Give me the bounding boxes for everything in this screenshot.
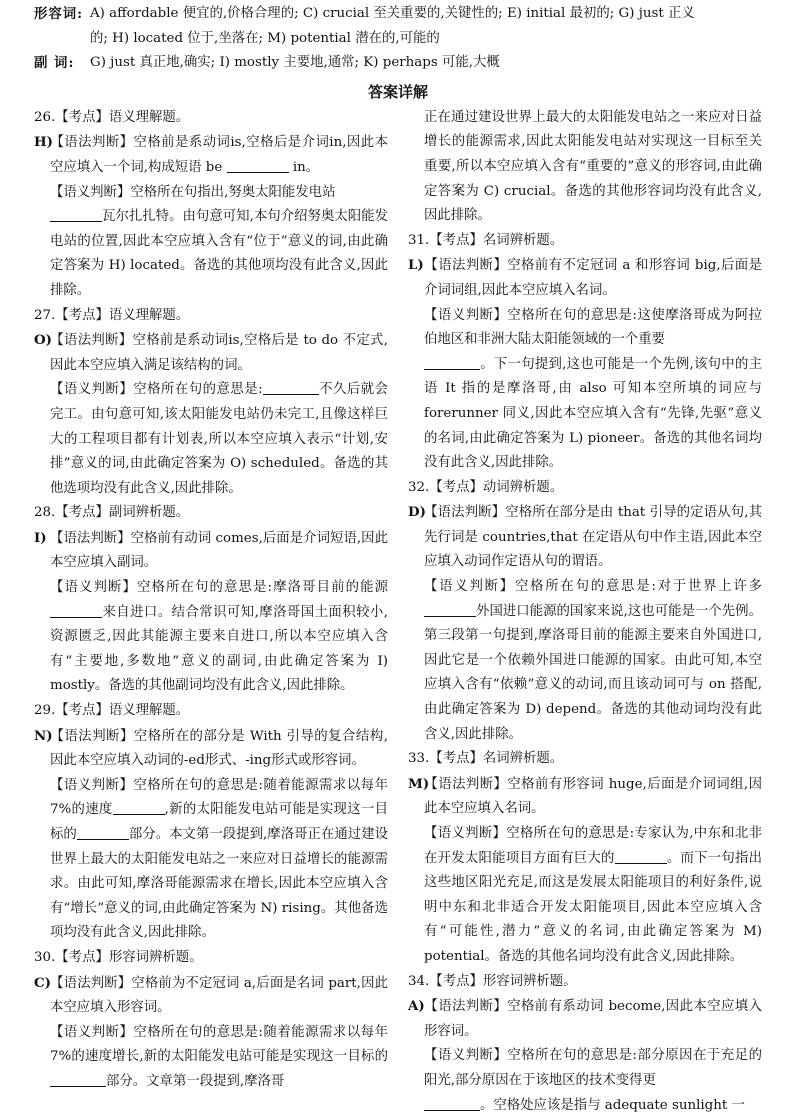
q29-body: N)【语法判断】空格所在的部分是 With 引导的复合结构,因此本空应填入动词的-ed形式、-ing形式或形容词。 【语义判断】空格所在句的意思是:随着能源需求以每年7%的速度 ,新的太阳能发电站可能是实现这一目标的 部分。本文第一段提到,摩洛哥正在通过建设世界上最大的太阳能发电站之一来应对日益增长的能源需求。由此可知,摩洛哥能源需求在增长,因此本空应填入含有“增长”意义的词,由此确定答案为 N) rising。其他备选项均没有此含义,因此排除。 [34,724,388,946]
q32-heading: 32.【考点】动词辨析题。 [408,479,564,495]
blank [424,1096,480,1111]
vocabulary-list [34,2,762,76]
q26-grammar: 【语法判断】空格前是系动词is,空格后是介词in,因此本空应填入一个词,构成短语 be [50,135,388,175]
q29-semantic: 【语义判断】空格所在句的意思是:随着能源需求以每年7%的速度 [50,777,388,818]
q32-answer: D) [408,504,426,521]
q28-grammar: 【语法判断】空格前有动词 comes,后面是介词短语,因此本空应填入副词。 [50,530,388,571]
q27-grammar: 【语法判断】空格前是系动词is,空格后是 to do 不定式,因此本空应填入满足该结构的词。 [50,333,388,373]
q26-semantic: 【语义判断】空格所在句指出,努奥太阳能发电站 [50,184,336,200]
q34-answer: A) [408,998,425,1015]
q32-grammar: 【语法判断】空格所在部分是由 that 引导的定语从句,其先行词是 countries,that 在定语从句中作主语,因此本空应填入动词作定语从句的谓语。 [424,505,762,570]
q30-body: C)【语法判断】空格前为不定冠词 a,后面是名词 part,因此本空应填入形容词。 【语义判断】空格所在句的意思是:随着能源需求以每年7%的速度增长,新的太阳能发电站可能是实现这一目标的部分。文章第一段提到,摩洛哥 [34,971,388,1095]
blank [424,355,480,370]
adverb-line: G) just 真正地,确实; I) mostly 主要地,通常; K) perhaps 可能,大概 [90,55,500,71]
blank [77,825,129,840]
q29-answer: N) [34,727,53,744]
blank [50,603,102,618]
q26-answer: H) [34,134,53,151]
q30-heading: 30.【考点】形容词辨析题。 [34,949,203,965]
q26-heading: 26.【考点】语义理解题。 [34,109,190,125]
adjective-row [34,2,762,51]
q30-grammar: 【语法判断】空格前为不定冠词 a,后面是名词 part,因此本空应填入形容词。 [50,975,388,1016]
adjective-line-1: A) affordable 便宜的,价格合理的; C) crucial 至关重要的,关键性的; E) initial 最初的; G) just 正义 [90,6,695,21]
q27-heading: 27.【考点】语义理解题。 [34,307,190,323]
blank [50,207,102,222]
blank [50,1072,106,1087]
q33-grammar: 【语法判断】空格前有形容词 huge,后面是介词词组,因此本空应填入名词。 [424,776,762,817]
q30-answer: C) [34,974,51,991]
adjective-line-2: 的; H) located 位于,坐落在; M) potential 潜在的,可能的 [90,30,440,46]
blank [263,380,319,395]
q32-semantic: 【语义判断】空格所在句的意思是:对于世界上许多 [424,579,762,595]
q31-body: L)【语法判断】空格前有不定冠词 a 和形容词 big,后面是介词词组,因此本空应填入名词。 【语义判断】空格所在句的意思是:这使摩洛哥成为阿拉伯地区和非洲大陆太阳能领域的一个重要 。下一句提到,这也可能是一个先例,该句中的主语 It 指的是摩洛哥,由 also 可知本空所填的词应与 forerunner 同义,因此本空应填入含有“先锋,先驱”意义的名词,由此确定答案为 L) pioneer。备选的其他名词均没有此含义,因此排除。 [408,253,762,475]
q28-answer: I) [34,529,47,546]
q31-answer: L) [408,257,424,274]
q34-body: A)【语法判断】空格前有系动词 become,因此本空应填入形容词。 【语义判断】空格所在句的意思是:部分原因在于充足的阳光,部分原因在于该地区的技术变得更 。空格处应该是指与 adequate sunlight 一 [408,994,762,1118]
q26-body: H)【语法判断】空格前是系动词is,空格后是介词in,因此本空应填入一个词,构成短语 be in。 【语义判断】空格所在句指出,努奥太阳能发电站 瓦尔扎扎特。由句意可知,本句介绍努奥太阳能发电站的位置,因此本空应填入含有“位于”意义的词,由此确定答案为 H) located。备选的其他项均没有此含义,因此排除。 [34,130,388,303]
q31-heading: 31.【考点】名词辨析题。 [408,232,564,248]
q32-body: D)【语法判断】空格所在部分是由 that 引导的定语从句,其先行词是 countries,that 在定语从句中作主语,因此本空应填入动词作定语从句的谓语。 【语义判断】空格所在句的意思是:对于世界上许多外国进口能源的国家来说,这也可能是一个先例。第三段第一句提到,摩洛哥目前的能源主要来自外国进口,因此它是一个依赖外国进口能源的国家。由此可知,本空应填入含有“依赖”意义的动词,而且该动词可与 on 搭配,由此确定答案为 D) depend。备选的其他动词均没有此含义,因此排除。 [408,500,762,747]
q28-heading: 28.【考点】副词辨析题。 [34,505,190,521]
q33-answer: M) [408,775,430,792]
q33-heading: 33.【考点】名词辨析题。 [408,751,564,767]
q29-grammar: 【语法判断】空格所在的部分是 With 引导的复合结构,因此本空应填入动词的-ed形式、-ing形式或形容词。 [50,728,388,769]
blank [615,849,667,864]
q31-semantic: 【语义判断】空格所在句的意思是:这使摩洛哥成为阿拉伯地区和非洲大陆太阳能领域的一个重要 [424,307,762,348]
q27-body: O)【语法判断】空格前是系动词is,空格后是 to do 不定式,因此本空应填入满足该结构的词。 【语义判断】空格所在句的意思是: 不久后就会完工。由句意可知,该太阳能发电站仍未完工,且像这样巨大的工程项目都有计划表,所以本空应填入表示“计划,安排”意义的词,由此确定答案为 O) scheduled。备选的其他选项均没有此含义,因此排除。 [34,328,388,501]
right-column [408,106,762,1118]
q31-grammar: 【语法判断】空格前有不定冠词 a 和形容词 big,后面是介词词组,因此本空应填入名词。 [424,258,762,298]
q33-body: M)【语法判断】空格前有形容词 huge,后面是介词词组,因此本空应填入名词。 【语义判断】空格所在句的意思是:专家认为,中东和北非在开发太阳能项目方面有巨大的 。而下一句指出这些地区阳光充足,而这是发展太阳能项目的利好条件,说明中东和北非适合开发太阳能项目,因此本空应填入含有“可能性,潜力”意义的名词,由此确定答案为 M) potential。备选的其他名词均没有此含义,因此排除。 [408,772,762,970]
blank [424,602,476,617]
q33-semantic: 【语义判断】空格所在句的意思是:专家认为,中东和北非在开发太阳能项目方面有巨大的 [424,826,762,866]
q28-body: I) 【语法判断】空格前有动词 comes,后面是介词短语,因此本空应填入副词。 【语义判断】空格所在句的意思是:摩洛哥目前的能源来自进口。结合常识可知,摩洛哥国土面积较小,资源匮乏,因此其能源主要来自进口,所以本空应填入含有“主要地,多数地”意义的副词,由此确定答案为 I) mostly。备选的其他副词均没有此含义,因此排除。 [34,526,388,699]
q34-semantic: 【语义判断】空格所在句的意思是:部分原因在于充足的阳光,部分原因在于该地区的技术变得更 [424,1048,762,1088]
blank [227,158,289,173]
q34-grammar: 【语法判断】空格前有系动词 become,因此本空应填入形容词。 [424,999,762,1039]
q30-continuation: 正在通过建设世界上最大的太阳能发电站之一来应对日益增长的能源需求,因此太阳能发电站对实现这一目标至关重要,所以本空应填入含有“重要的”意义的形容词,由此确定答案为 C) crucial。备选的其他形容词均没有此含义,因此排除。 [424,109,762,224]
adverb-label: 副 词: [34,55,75,72]
q28-semantic: 【语义判断】空格所在句的意思是:摩洛哥目前的能源 [50,580,388,596]
adjective-label: 形容词: [34,6,84,22]
answer-columns [34,106,762,1118]
q29-heading: 29.【考点】语义理解题。 [34,703,190,719]
section-title: 答案详解 [367,82,428,101]
q30-semantic: 【语义判断】空格所在句的意思是:随着能源需求以每年7%的速度增长,新的太阳能发电站可能是实现这一目标的 [50,1024,388,1065]
q34-heading: 34.【考点】形容词辨析题。 [408,973,577,989]
blank [113,800,165,815]
q27-answer: O) [34,332,53,349]
adverb-row [34,51,762,76]
left-column [34,106,388,1118]
q27-semantic: 【语义判断】空格所在句的意思是: [50,382,263,398]
